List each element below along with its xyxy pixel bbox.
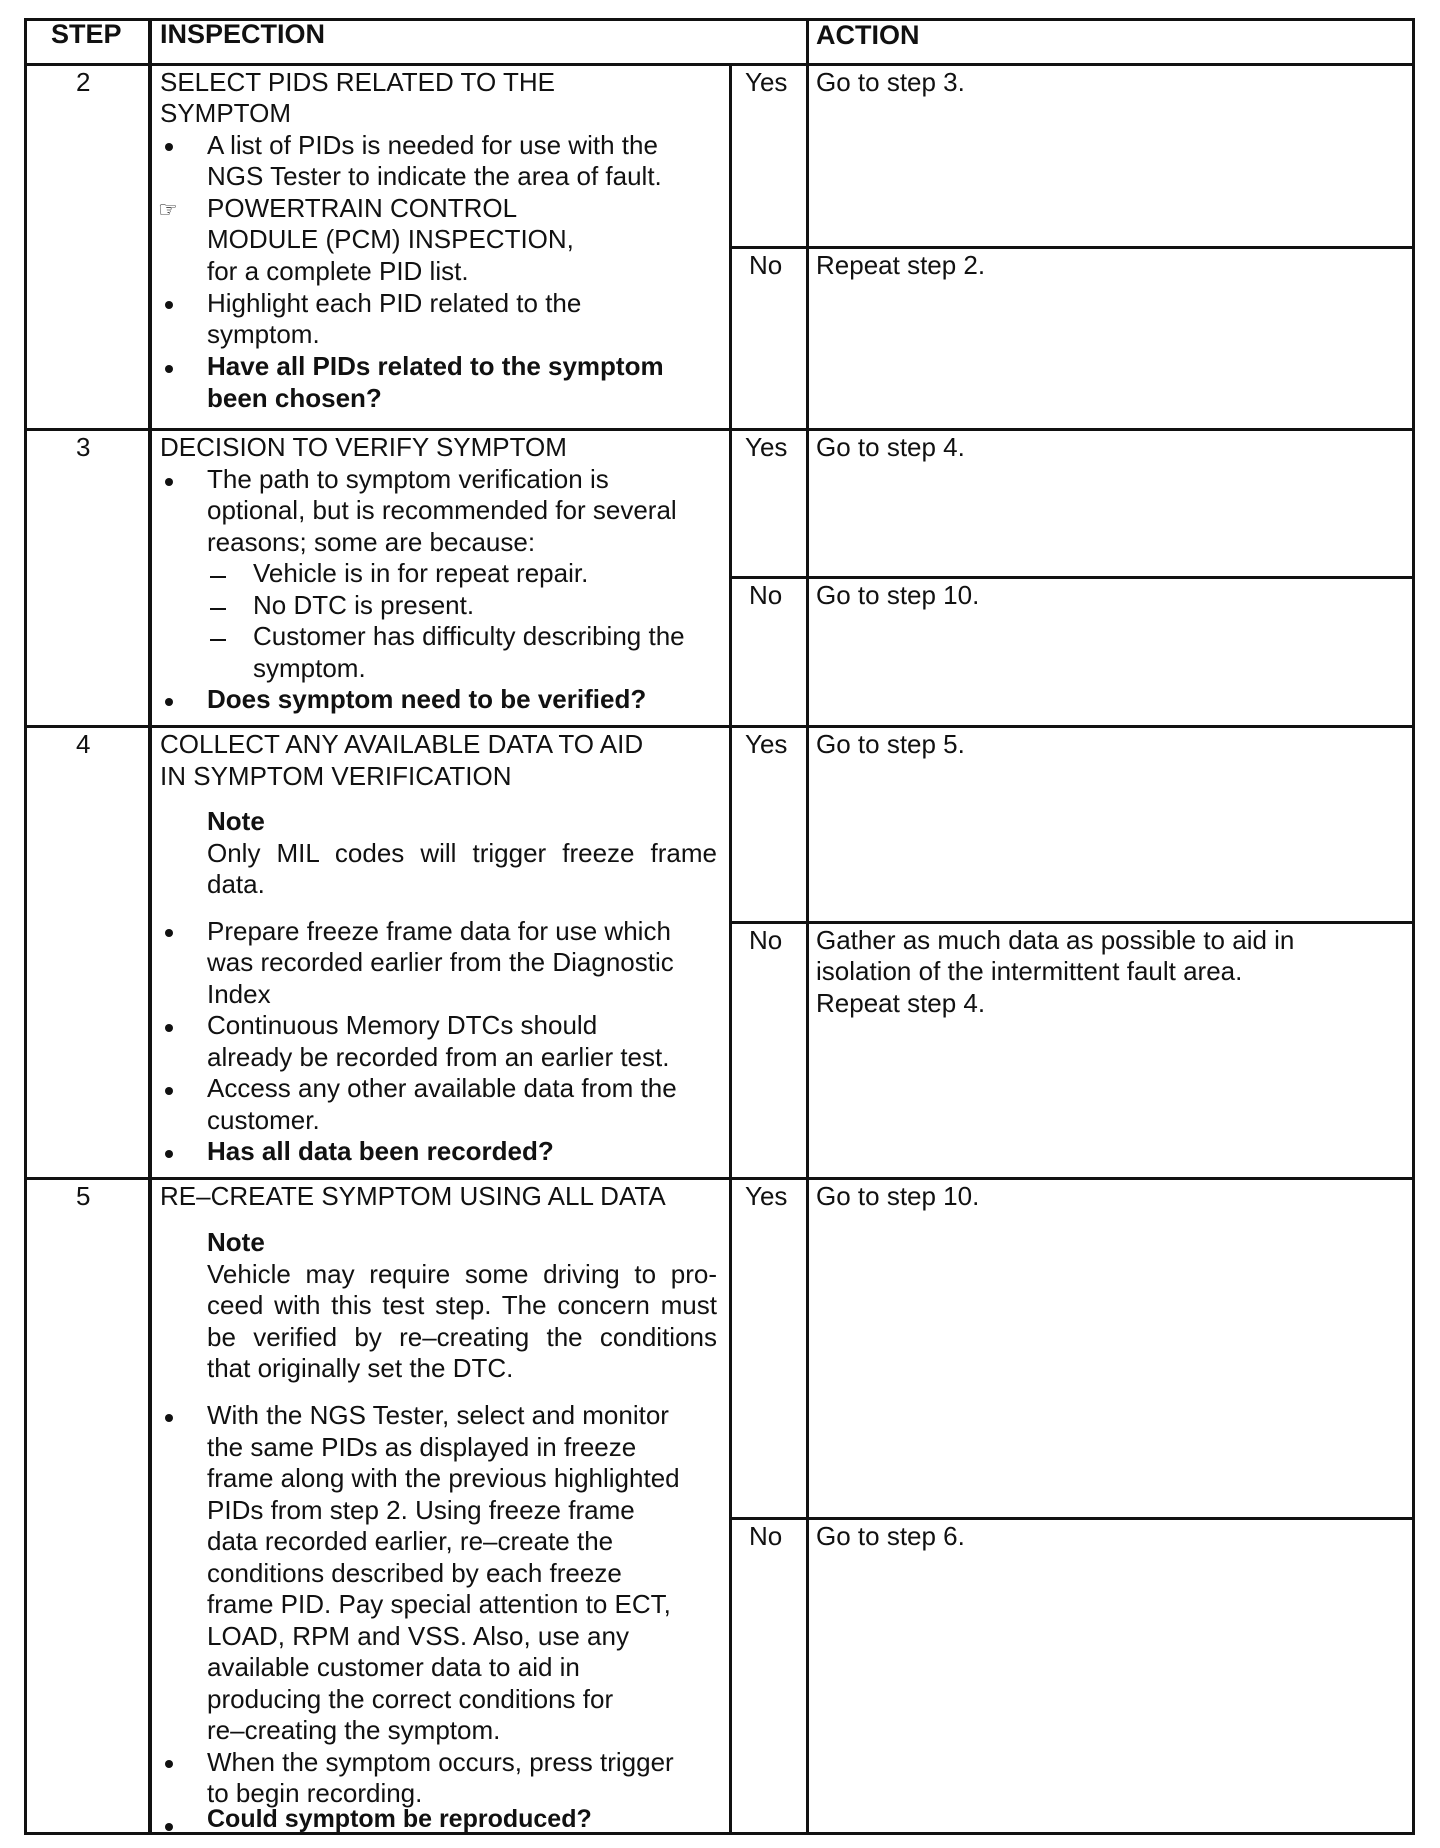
item-line: With the NGS Tester, select and monitor	[207, 1400, 669, 1430]
item-line: Access any other available data from the	[207, 1073, 677, 1103]
note-line: data.	[207, 869, 265, 899]
item-line: re–creating the symptom.	[207, 1715, 501, 1745]
item-line: the same PIDs as displayed in freeze	[207, 1432, 637, 1462]
col-divider-action	[806, 18, 809, 1835]
item-line: PIDs from step 2. Using freeze frame	[207, 1495, 635, 1525]
yes-label: Yes	[745, 1181, 788, 1211]
col-divider-step	[148, 18, 152, 1835]
step-title-line: DECISION TO VERIFY SYMPTOM	[160, 432, 567, 462]
col-divider-yesno	[729, 64, 732, 1835]
bullet-icon	[165, 1024, 173, 1032]
yesno-divider-4	[729, 921, 1415, 924]
no-action: Go to step 6.	[816, 1521, 965, 1551]
header-step: STEP	[51, 19, 122, 49]
item-line: already be recorded from an earlier test.	[207, 1042, 670, 1072]
item-line: Continuous Memory DTCs should	[207, 1010, 598, 1040]
step-number: 3	[76, 432, 91, 462]
yesno-divider-5	[729, 1517, 1415, 1520]
no-label: No	[749, 1521, 783, 1551]
yes-action: Go to step 5.	[816, 729, 965, 759]
question-line: Have all PIDs related to the symptom	[207, 351, 664, 381]
item-line: frame along with the previous highlighted	[207, 1463, 680, 1493]
no-label: No	[749, 250, 783, 280]
item-line: POWERTRAIN CONTROL	[207, 193, 518, 223]
bullet-icon	[165, 365, 173, 373]
item-line: LOAD, RPM and VSS. Also, use any	[207, 1621, 629, 1651]
step-number: 2	[76, 67, 91, 97]
item-line: Highlight each PID related to the	[207, 288, 582, 318]
item-line: customer.	[207, 1105, 320, 1135]
header-inspection: INSPECTION	[160, 19, 326, 49]
note-line: that originally set the DTC.	[207, 1353, 514, 1383]
item-line: available customer data to aid in	[207, 1652, 580, 1682]
step-title-line: RE–CREATE SYMPTOM USING ALL DATA	[160, 1181, 666, 1211]
row-divider-5	[24, 1177, 1415, 1180]
item-line: was recorded earlier from the Diagnostic	[207, 947, 674, 977]
item-line: A list of PIDs is needed for use with the	[207, 130, 658, 160]
step-title-line: IN SYMPTOM VERIFICATION	[160, 761, 512, 791]
bullet-icon	[165, 1823, 173, 1831]
note-label: Note	[207, 806, 265, 836]
item-line: optional, but is recommended for several	[207, 495, 677, 525]
note-line: Only MIL codes will trigger freeze frame	[207, 838, 717, 868]
yes-label: Yes	[745, 67, 788, 97]
bullet-icon	[165, 301, 173, 309]
item-line: data recorded earlier, re–create the	[207, 1526, 614, 1556]
yesno-divider-2	[729, 246, 1415, 249]
yes-action: Go to step 10.	[816, 1181, 980, 1211]
item-line: producing the correct conditions for	[207, 1684, 614, 1714]
item-line: Index	[207, 979, 271, 1009]
note-line: ceed with this test step. The concern must	[207, 1290, 717, 1320]
item-line: to begin recording.	[207, 1778, 423, 1808]
bullet-icon	[165, 929, 173, 937]
yes-action: Go to step 3.	[816, 67, 965, 97]
step-number: 4	[76, 729, 91, 759]
step-title-line: SELECT PIDS RELATED TO THE	[160, 67, 555, 97]
sub-item-line: symptom.	[253, 653, 366, 683]
pointing-hand-icon: ☞	[158, 197, 178, 222]
sub-item-line: Customer has difficulty describing the	[253, 621, 685, 651]
bullet-icon	[165, 1087, 173, 1095]
yes-label: Yes	[745, 432, 788, 462]
note-line: Vehicle may require some driving to pro-	[207, 1259, 717, 1289]
step-title-line: COLLECT ANY AVAILABLE DATA TO AID	[160, 729, 644, 759]
note-line: be verified by re–creating the conditions	[207, 1322, 717, 1352]
item-line: reasons; some are because:	[207, 527, 536, 557]
header-action: ACTION	[816, 20, 920, 50]
step-number: 5	[76, 1181, 91, 1211]
item-line: NGS Tester to indicate the area of fault.	[207, 161, 662, 191]
item-line: symptom.	[207, 319, 320, 349]
no-label: No	[749, 580, 783, 610]
sub-item-line: No DTC is present.	[253, 590, 475, 620]
yes-label: Yes	[745, 729, 788, 759]
question-line: Could symptom be reproduced?	[207, 1805, 592, 1833]
question-line: Has all data been recorded?	[207, 1136, 554, 1166]
no-action-line: Gather as much data as possible to aid in	[816, 925, 1295, 955]
bullet-icon	[165, 1150, 173, 1158]
yes-action: Go to step 4.	[816, 432, 965, 462]
item-line: MODULE (PCM) INSPECTION,	[207, 224, 574, 254]
bullet-icon	[165, 698, 173, 706]
bullet-icon	[165, 478, 173, 486]
item-line: Prepare freeze frame data for use which	[207, 916, 671, 946]
row-divider-3	[24, 428, 1415, 431]
no-action-line: isolation of the intermittent fault area.	[816, 956, 1243, 986]
row-divider-4	[24, 725, 1415, 728]
no-action: Repeat step 2.	[816, 250, 986, 280]
note-label: Note	[207, 1227, 265, 1257]
bullet-icon	[165, 1414, 173, 1422]
no-action-line: Repeat step 4.	[816, 988, 986, 1018]
item-line: frame PID. Pay special attention to ECT,	[207, 1589, 671, 1619]
no-action: Go to step 10.	[816, 580, 980, 610]
dash-icon	[210, 576, 226, 578]
dash-icon	[210, 608, 226, 610]
question-line: been chosen?	[207, 383, 382, 413]
sub-item-line: Vehicle is in for repeat repair.	[253, 558, 589, 588]
yesno-divider-3	[729, 576, 1415, 579]
item-line: conditions described by each freeze	[207, 1558, 622, 1588]
item-line: for a complete PID list.	[207, 256, 469, 286]
header-divider	[24, 63, 1415, 66]
item-line: The path to symptom verification is	[207, 464, 609, 494]
item-line: When the symptom occurs, press trigger	[207, 1747, 674, 1777]
dash-icon	[210, 639, 226, 641]
question-line: Does symptom need to be verified?	[207, 684, 647, 714]
bullet-icon	[165, 143, 173, 151]
step-title-line: SYMPTOM	[160, 98, 291, 128]
no-label: No	[749, 925, 783, 955]
bullet-icon	[165, 1760, 173, 1768]
